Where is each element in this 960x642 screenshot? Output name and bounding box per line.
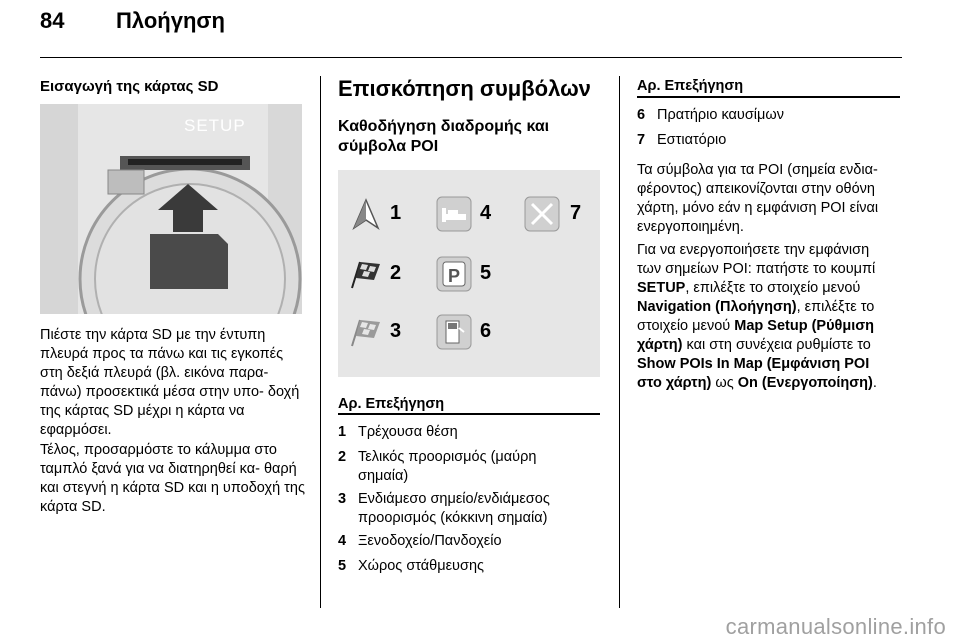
column-divider-1 [320, 76, 321, 608]
row-number: 1 [338, 424, 347, 440]
column-divider-2 [619, 76, 620, 608]
sd-card-illustration [40, 104, 302, 314]
poi-number-6: 6 [480, 320, 492, 342]
poi-paragraph-2-text: των σημείων POI: πατήστε το κουμπί [637, 261, 876, 277]
symbols-table-rule [338, 413, 600, 415]
row-text: Τελικός προορισμός (μαύρη [358, 449, 537, 465]
poi-symbols-panel [338, 170, 600, 377]
poi-paragraph-2-line2 [637, 260, 905, 279]
row-number: 4 [338, 533, 347, 549]
row-text: Πρατήριο καυσίμων [657, 107, 784, 123]
poi-number-1: 1 [390, 202, 402, 224]
current-position-icon [350, 198, 382, 230]
sd-card-drawing [40, 104, 302, 314]
symbols-table-header: Αρ. Επεξήγηση [338, 396, 445, 412]
table-row [338, 532, 600, 552]
symbols-subheading-line2: σύμβολα POI [338, 138, 439, 155]
show-pois-menu-term: Show POIs In Map (Εμφάνιση POI [637, 356, 870, 372]
sd-card-paragraph-2: Τέλος, προσαρμόστε το κάλυμμα στο ταμπλό ξανά για να διατηρηθεί κα- θαρή και στεγνή η κάρτα SD και η υποδοχή της κάρτα SD. [40, 442, 305, 515]
poi-paragraph-2-line3 [637, 279, 905, 298]
map-setup-menu-term: Map Setup (Ρύθμιση [734, 318, 875, 334]
poi-paragraph-2-line5 [637, 317, 905, 336]
table-row [637, 131, 900, 151]
poi-paragraph-2-text: ως [711, 375, 738, 391]
row-number: 2 [338, 449, 347, 465]
poi-paragraph-2-text: . [872, 375, 877, 391]
show-pois-menu-term-cont: στο χάρτη) [637, 375, 712, 391]
destination-flag-icon [348, 258, 382, 290]
poi-paragraph-2-line6 [637, 336, 905, 355]
table-row [637, 106, 900, 126]
fuel-station-icon [436, 314, 472, 350]
table-row [338, 490, 600, 530]
row-text-cont: προορισμός (κόκκινη σημαία) [358, 510, 548, 526]
table-row [338, 423, 600, 443]
poi-paragraph-2-text: στοιχείο μενού [637, 318, 731, 334]
on-setting-term: On (Ενεργοποίηση) [737, 375, 873, 391]
poi-number-7: 7 [570, 202, 582, 224]
row-text: Τρέχουσα θέση [358, 424, 458, 440]
symbols-table-header-cont: Αρ. Επεξήγηση [637, 78, 744, 94]
restaurant-icon [524, 196, 560, 232]
poi-number-5: 5 [480, 262, 492, 284]
symbols-subheading-line1: Καθοδήγηση διαδρομής και [338, 118, 550, 135]
poi-paragraph-2-text: και στη συνέχεια ρυθμίστε το [682, 337, 871, 353]
setup-menu-term: SETUP [637, 280, 686, 296]
poi-number-3: 3 [390, 320, 402, 342]
setup-label: SETUP [184, 116, 246, 135]
page-title: Πλοήγηση [116, 8, 225, 33]
row-text: Χώρος στάθμευσης [358, 558, 484, 574]
poi-paragraph-2-text: , επιλέξτε το [796, 299, 875, 315]
poi-paragraph-1: Τα σύμβολα για τα POI (σημεία ενδια- φέροντος) απεικονίζονται στην οθόνη χάρτη, μόνο εάν η εμφάνιση POI είναι ενεργοποιημένη. [637, 162, 879, 235]
waypoint-flag-icon [348, 316, 382, 348]
navigation-menu-term: Navigation (Πλοήγηση) [637, 299, 797, 315]
row-text: Ξενοδοχείο/Πανδοχείο [358, 533, 502, 549]
hotel-icon [436, 196, 472, 232]
parking-icon [436, 256, 472, 292]
svg-text:P: P [447, 266, 461, 286]
page-number: 84 [40, 8, 65, 33]
row-number: 6 [637, 107, 646, 123]
poi-paragraph-2-line8 [637, 374, 905, 393]
poi-paragraph-2-line4 [637, 298, 905, 317]
poi-number-2: 2 [390, 262, 402, 284]
header-rule [40, 57, 902, 58]
row-text-cont: σημαία) [358, 468, 409, 484]
poi-paragraph-2 [637, 241, 905, 393]
poi-paragraph-2-line7 [637, 355, 905, 374]
row-text: Εστιατόριο [657, 132, 727, 148]
row-number: 5 [338, 558, 347, 574]
sd-card-heading: Εισαγωγή της κάρτας SD [40, 78, 219, 95]
symbols-heading: Επισκόπηση συμβόλων [338, 76, 591, 101]
poi-paragraph-2-line1: Για να ενεργοποιήσετε την εμφάνιση [637, 242, 870, 258]
map-setup-menu-term-cont: χάρτη) [637, 337, 683, 353]
table-row [338, 448, 600, 488]
row-number: 7 [637, 132, 646, 148]
symbols-subheading [338, 117, 549, 157]
poi-number-4: 4 [480, 202, 492, 224]
sd-card-paragraph-1: Πιέστε την κάρτα SD με την έντυπη πλευρά προς τα πάνω και τις εγκοπές στη δεξιά πλευρά (βλ. εικόνα παρα- πάνω) προσεκτικά μέσα στην υπο- δοχή της κάρτας SD μέχρι η κάρτα να εφαρμόσει. [40, 327, 300, 438]
symbols-table-rule-cont [637, 96, 900, 98]
poi-paragraph-2-text: , επιλέξτε το στοιχείο μενού [685, 280, 861, 296]
row-number: 3 [338, 491, 347, 507]
table-row [338, 557, 600, 577]
row-text: Ενδιάμεσο σημείο/ενδιάμεσος [358, 491, 550, 507]
watermark: carmanualsonline.info [725, 614, 946, 639]
